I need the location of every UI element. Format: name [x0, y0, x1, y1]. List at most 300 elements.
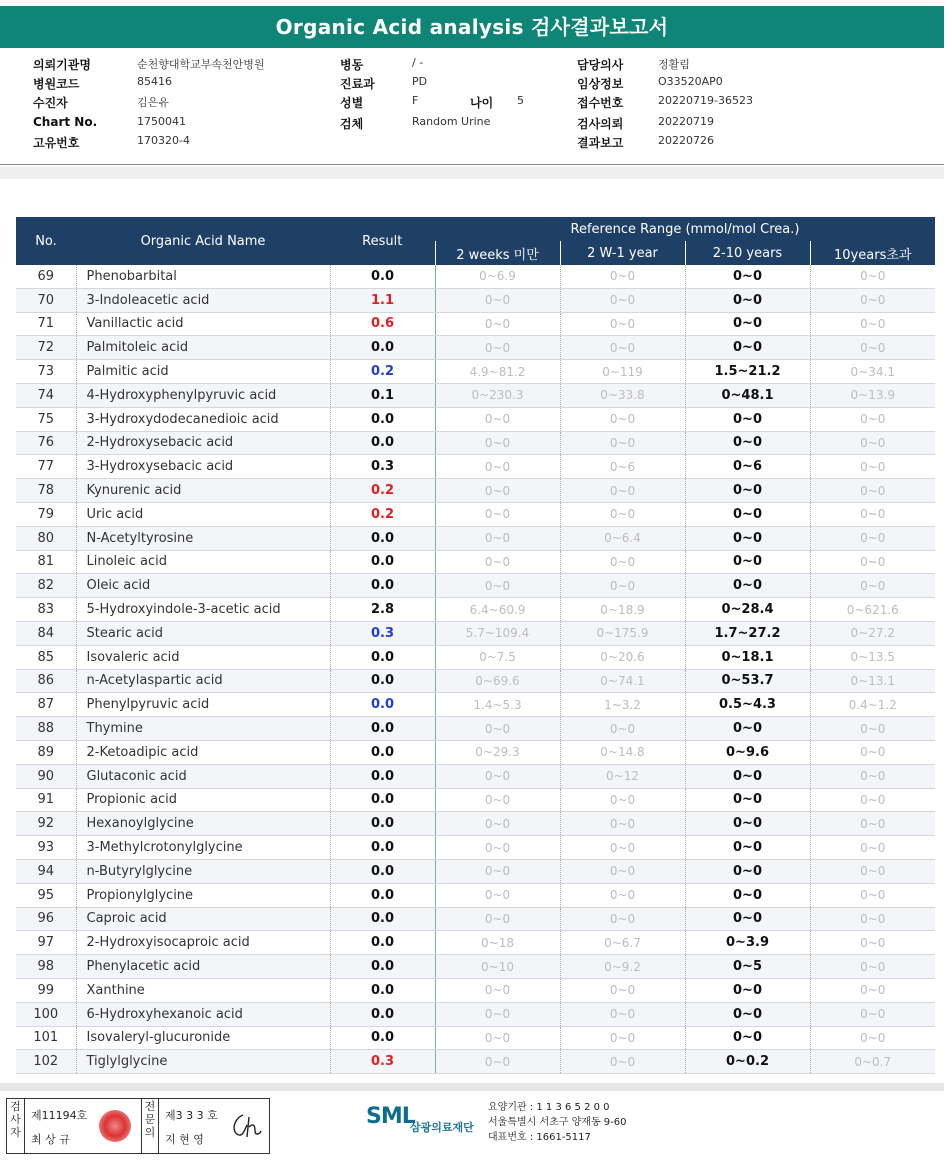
- acid-name: 2-Hydroxysebacic acid: [76, 431, 330, 455]
- table-row: [16, 907, 935, 931]
- age-label: 나이: [470, 96, 494, 110]
- acid-name: Phenobarbital: [76, 265, 330, 288]
- acid-name: Oleic acid: [76, 574, 330, 598]
- report-date-value: 20220726: [658, 134, 714, 147]
- row-number: 92: [16, 812, 76, 836]
- ref-range-10years: 0~0: [810, 717, 935, 741]
- ref-range-10years: 0~0: [810, 788, 935, 812]
- row-number: 91: [16, 788, 76, 812]
- patient-info-section: [0, 54, 944, 165]
- acid-name: Palmitic acid: [76, 360, 330, 384]
- ref-range-2weeks: 0~69.6: [435, 669, 560, 693]
- ref-range-2w-1year: 0~20.6: [560, 645, 685, 669]
- ref-range-2-10years: 0~0: [685, 574, 810, 598]
- row-number: 87: [16, 693, 76, 717]
- table-row: [16, 288, 935, 312]
- table-row: [16, 312, 935, 336]
- patient-label: 수진자: [33, 96, 68, 110]
- ref-range-2-10years: 0~3.9: [685, 931, 810, 955]
- ref-range-2-10years: 0~0: [685, 288, 810, 312]
- ref-range-2w-1year: 0~0: [560, 312, 685, 336]
- ref-range-2-10years: 0~0: [685, 1026, 810, 1050]
- ref-range-10years: 0~0.7: [810, 1050, 935, 1074]
- ref-range-2weeks: 0~18: [435, 931, 560, 955]
- acid-name: 6-Hydroxyhexanoic acid: [76, 1002, 330, 1026]
- table-row: [16, 598, 935, 622]
- result-value: 0.0: [330, 931, 435, 955]
- clinical-value: O33520AP0: [658, 75, 723, 88]
- ref-range-10years: 0.4~1.2: [810, 693, 935, 717]
- section-divider: [0, 167, 944, 179]
- ref-range-2-10years: 0~0: [685, 407, 810, 431]
- report-date-label: 결과보고: [577, 136, 624, 150]
- row-number: 95: [16, 883, 76, 907]
- ref-range-2-10years: 0~0: [685, 907, 810, 931]
- ref-range-2weeks: 0~0: [435, 883, 560, 907]
- ref-range-2w-1year: 0~0: [560, 717, 685, 741]
- row-number: 80: [16, 526, 76, 550]
- ref-range-2w-1year: 0~0: [560, 978, 685, 1002]
- dept-label: 진료과: [340, 77, 375, 91]
- age-value: 5: [517, 94, 524, 107]
- acid-name: 3-Hydroxydodecanedioic acid: [76, 407, 330, 431]
- acid-name: Vanillactic acid: [76, 312, 330, 336]
- acid-name: Propionic acid: [76, 788, 330, 812]
- ref-range-2w-1year: 0~119: [560, 360, 685, 384]
- acid-name: 2-Ketoadipic acid: [76, 740, 330, 764]
- row-number: 70: [16, 288, 76, 312]
- col-header-age1: 2 weeks 미만: [435, 241, 560, 265]
- table-row: [16, 859, 935, 883]
- result-value: 0.0: [330, 265, 435, 288]
- row-number: 78: [16, 479, 76, 503]
- ref-range-10years: 0~0: [810, 550, 935, 574]
- result-value: 0.3: [330, 455, 435, 479]
- ref-range-10years: 0~0: [810, 931, 935, 955]
- col-header-reference: Reference Range (mmol/mol Crea.): [435, 217, 935, 241]
- table-row: [16, 645, 935, 669]
- result-value: 0.6: [330, 312, 435, 336]
- ref-range-2w-1year: 0~0: [560, 479, 685, 503]
- table-row: [16, 740, 935, 764]
- ref-range-2weeks: 0~0: [435, 336, 560, 360]
- table-row: [16, 978, 935, 1002]
- acid-name: Kynurenic acid: [76, 479, 330, 503]
- ref-range-2w-1year: 0~18.9: [560, 598, 685, 622]
- ref-range-10years: 0~0: [810, 312, 935, 336]
- ref-range-2weeks: 0~0: [435, 907, 560, 931]
- row-number: 88: [16, 717, 76, 741]
- result-value: 0.0: [330, 955, 435, 979]
- acid-name: 4-Hydroxyphenylpyruvic acid: [76, 383, 330, 407]
- acid-name: Palmitoleic acid: [76, 336, 330, 360]
- table-row: [16, 336, 935, 360]
- ref-range-2-10years: 0~0: [685, 788, 810, 812]
- acid-name: 2-Hydroxyisocaproic acid: [76, 931, 330, 955]
- result-value: 0.0: [330, 717, 435, 741]
- ref-range-2-10years: 0~6: [685, 455, 810, 479]
- table-row: [16, 955, 935, 979]
- logo-name: 삼광의료재단: [410, 1121, 474, 1134]
- row-number: 86: [16, 669, 76, 693]
- ref-range-2-10years: 0~0: [685, 717, 810, 741]
- ref-range-2-10years: 0.5~4.3: [685, 693, 810, 717]
- row-number: 74: [16, 383, 76, 407]
- ref-range-2-10years: 0~48.1: [685, 383, 810, 407]
- ref-range-2-10years: 0~9.6: [685, 740, 810, 764]
- acid-name: Linoleic acid: [76, 550, 330, 574]
- ref-range-10years: 0~0: [810, 265, 935, 288]
- col-header-age4: 10years초과: [810, 241, 935, 265]
- ref-range-10years: 0~34.1: [810, 360, 935, 384]
- doctor-value: 정활림: [658, 58, 690, 71]
- ref-range-10years: 0~0: [810, 336, 935, 360]
- row-number: 98: [16, 955, 76, 979]
- ref-range-10years: 0~27.2: [810, 621, 935, 645]
- ref-range-2weeks: 0~10: [435, 955, 560, 979]
- seal-stamp-icon: [99, 1110, 131, 1142]
- ref-range-2weeks: 0~0: [435, 526, 560, 550]
- care-org-number: 요양기관 : 1 1 3 6 5 2 0 0: [488, 1102, 610, 1113]
- hospital-value: 순천향대학교부속천안병원: [137, 58, 265, 71]
- acid-name: Isovaleryl-glucuronide: [76, 1026, 330, 1050]
- ref-range-2weeks: 0~0: [435, 1002, 560, 1026]
- ref-range-2-10years: 0~53.7: [685, 669, 810, 693]
- ref-range-2weeks: 0~0: [435, 407, 560, 431]
- ref-range-2w-1year: 0~6.7: [560, 931, 685, 955]
- table-row: [16, 407, 935, 431]
- table-row: [16, 526, 935, 550]
- dept-value: PD: [412, 75, 428, 88]
- ref-range-2-10years: 0~0: [685, 764, 810, 788]
- result-value: 2.8: [330, 598, 435, 622]
- ref-range-2-10years: 1.7~27.2: [685, 621, 810, 645]
- result-value: 0.2: [330, 502, 435, 526]
- ref-range-10years: 0~0: [810, 859, 935, 883]
- ref-range-10years: 0~0: [810, 431, 935, 455]
- table-row: [16, 265, 935, 288]
- row-number: 83: [16, 598, 76, 622]
- ref-range-2-10years: 0~0: [685, 312, 810, 336]
- ref-range-2w-1year: 0~0: [560, 836, 685, 860]
- table-row: [16, 669, 935, 693]
- ref-range-10years: 0~0: [810, 574, 935, 598]
- ref-range-2w-1year: 0~14.8: [560, 740, 685, 764]
- result-value: 0.0: [330, 812, 435, 836]
- ref-range-2-10years: 0~0: [685, 526, 810, 550]
- ref-range-2w-1year: 0~0: [560, 1002, 685, 1026]
- row-number: 100: [16, 1002, 76, 1026]
- ref-range-2-10years: 0~0: [685, 550, 810, 574]
- result-value: 0.0: [330, 1026, 435, 1050]
- ref-range-2weeks: 0~0: [435, 502, 560, 526]
- ref-range-10years: 0~0: [810, 812, 935, 836]
- chart-label: Chart No.: [33, 115, 98, 129]
- row-number: 81: [16, 550, 76, 574]
- ref-range-2w-1year: 0~6: [560, 455, 685, 479]
- result-value: 0.0: [330, 1002, 435, 1026]
- result-value: 0.0: [330, 574, 435, 598]
- specimen-value: Random Urine: [412, 115, 491, 128]
- ref-range-2-10years: 1.5~21.2: [685, 360, 810, 384]
- table-row: [16, 931, 935, 955]
- ref-range-2weeks: 0~6.9: [435, 265, 560, 288]
- ref-range-2w-1year: 0~6.4: [560, 526, 685, 550]
- table-row: [16, 693, 935, 717]
- result-value: 0.0: [330, 859, 435, 883]
- clinical-label: 임상정보: [577, 77, 624, 91]
- sex-value: F: [412, 94, 419, 107]
- acid-name: Phenylpyruvic acid: [76, 693, 330, 717]
- table-row: [16, 836, 935, 860]
- row-number: 73: [16, 360, 76, 384]
- ref-range-2w-1year: 0~0: [560, 407, 685, 431]
- acid-name: Propionylglycine: [76, 883, 330, 907]
- ref-range-10years: 0~0: [810, 1026, 935, 1050]
- doctor-label: 담당의사: [577, 58, 624, 72]
- ref-range-2weeks: 0~230.3: [435, 383, 560, 407]
- ref-range-2weeks: 0~7.5: [435, 645, 560, 669]
- col-header-name: Organic Acid Name: [76, 217, 330, 265]
- ref-range-2weeks: 0~0: [435, 812, 560, 836]
- row-number: 79: [16, 502, 76, 526]
- ref-range-2weeks: 0~0: [435, 550, 560, 574]
- result-value: 0.0: [330, 740, 435, 764]
- acid-name: N-Acetyltyrosine: [76, 526, 330, 550]
- ref-range-10years: 0~0: [810, 288, 935, 312]
- col-header-result: Result: [330, 217, 435, 265]
- footer-divider: [0, 1083, 944, 1091]
- table-row: [16, 764, 935, 788]
- row-number: 71: [16, 312, 76, 336]
- ref-range-2weeks: 6.4~60.9: [435, 598, 560, 622]
- footer: [0, 1092, 944, 1160]
- col-header-no: No.: [16, 217, 76, 265]
- result-value: 0.0: [330, 550, 435, 574]
- ref-range-2w-1year: 0~0: [560, 502, 685, 526]
- table-row: [16, 479, 935, 503]
- table-row: [16, 788, 935, 812]
- ref-range-2w-1year: 0~0: [560, 288, 685, 312]
- ref-range-10years: 0~0: [810, 479, 935, 503]
- ref-range-10years: 0~13.1: [810, 669, 935, 693]
- ref-range-2-10years: 0~0: [685, 502, 810, 526]
- report-title: Organic Acid analysis 검사결과보고서: [0, 6, 944, 48]
- ref-range-10years: 0~0: [810, 1002, 935, 1026]
- specimen-label: 검체: [340, 117, 364, 131]
- ref-range-10years: 0~0: [810, 407, 935, 431]
- table-row: [16, 1026, 935, 1050]
- ref-range-2w-1year: 1~3.2: [560, 693, 685, 717]
- acid-name: Stearic acid: [76, 621, 330, 645]
- row-number: 77: [16, 455, 76, 479]
- acid-name: Phenylacetic acid: [76, 955, 330, 979]
- row-number: 72: [16, 336, 76, 360]
- ref-range-2weeks: 0~0: [435, 574, 560, 598]
- ref-range-10years: 0~0: [810, 502, 935, 526]
- ref-range-2-10years: 0~0: [685, 1002, 810, 1026]
- acid-name: Isovaleric acid: [76, 645, 330, 669]
- row-number: 84: [16, 621, 76, 645]
- ref-range-2w-1year: 0~0: [560, 883, 685, 907]
- ref-range-2w-1year: 0~0: [560, 336, 685, 360]
- ref-range-2w-1year: 0~0: [560, 812, 685, 836]
- ref-range-2w-1year: 0~0: [560, 1050, 685, 1074]
- acid-name: Tiglylglycine: [76, 1050, 330, 1074]
- table-row: [16, 502, 935, 526]
- company-address: [488, 1100, 627, 1145]
- logo-mark: SML: [366, 1104, 415, 1129]
- ref-range-2w-1year: 0~0: [560, 907, 685, 931]
- table-row: [16, 883, 935, 907]
- row-number: 97: [16, 931, 76, 955]
- results-table: [16, 217, 935, 1074]
- ref-range-2w-1year: 0~33.8: [560, 383, 685, 407]
- ref-range-2weeks: 4.9~81.2: [435, 360, 560, 384]
- chart-value: 1750041: [137, 115, 186, 128]
- row-number: 85: [16, 645, 76, 669]
- row-number: 96: [16, 907, 76, 931]
- ref-range-10years: 0~621.6: [810, 598, 935, 622]
- receipt-label: 접수번호: [577, 96, 624, 110]
- result-value: 0.2: [330, 479, 435, 503]
- result-value: 0.0: [330, 336, 435, 360]
- ref-range-10years: 0~0: [810, 978, 935, 1002]
- acid-name: 3-Hydroxysebacic acid: [76, 455, 330, 479]
- result-value: 0.0: [330, 407, 435, 431]
- result-value: 0.3: [330, 1050, 435, 1074]
- request-value: 20220719: [658, 115, 714, 128]
- ref-range-2w-1year: 0~0: [560, 788, 685, 812]
- address-line: 서울특별시 서초구 양재동 9-60: [488, 1117, 627, 1128]
- request-label: 검사의뢰: [577, 117, 624, 131]
- row-number: 99: [16, 978, 76, 1002]
- ref-range-2w-1year: 0~74.1: [560, 669, 685, 693]
- result-value: 0.0: [330, 669, 435, 693]
- table-row: [16, 550, 935, 574]
- ref-range-2-10years: 0~5: [685, 955, 810, 979]
- ref-range-2weeks: 0~0: [435, 978, 560, 1002]
- row-number: 75: [16, 407, 76, 431]
- ref-range-2w-1year: 0~0: [560, 431, 685, 455]
- ref-range-2weeks: 1.4~5.3: [435, 693, 560, 717]
- ref-range-2w-1year: 0~175.9: [560, 621, 685, 645]
- inspector-number: 제11194호: [31, 1109, 88, 1122]
- result-value: 0.0: [330, 693, 435, 717]
- row-number: 93: [16, 836, 76, 860]
- acid-name: n-Acetylaspartic acid: [76, 669, 330, 693]
- ref-range-2weeks: 0~0: [435, 479, 560, 503]
- result-value: 1.1: [330, 288, 435, 312]
- row-number: 76: [16, 431, 76, 455]
- ref-range-2-10years: 0~0: [685, 479, 810, 503]
- table-row: [16, 812, 935, 836]
- row-number: 101: [16, 1026, 76, 1050]
- ward-value: / -: [412, 56, 424, 69]
- ref-range-2-10years: 0~18.1: [685, 645, 810, 669]
- acid-name: Caproic acid: [76, 907, 330, 931]
- result-value: 0.2: [330, 360, 435, 384]
- result-value: 0.1: [330, 383, 435, 407]
- ref-range-10years: 0~0: [810, 740, 935, 764]
- ref-range-10years: 0~13.9: [810, 383, 935, 407]
- result-value: 0.0: [330, 788, 435, 812]
- ref-range-10years: 0~0: [810, 764, 935, 788]
- row-number: 89: [16, 740, 76, 764]
- ref-range-2-10years: 0~0: [685, 978, 810, 1002]
- acid-name: Uric acid: [76, 502, 330, 526]
- acid-name: 5-Hydroxyindole-3-acetic acid: [76, 598, 330, 622]
- ref-range-2w-1year: 0~0: [560, 1026, 685, 1050]
- ref-range-2w-1year: 0~12: [560, 764, 685, 788]
- ref-range-2weeks: 0~0: [435, 764, 560, 788]
- result-value: 0.0: [330, 836, 435, 860]
- result-value: 0.0: [330, 431, 435, 455]
- table-row: [16, 383, 935, 407]
- row-number: 82: [16, 574, 76, 598]
- ref-range-2-10years: 0~0: [685, 836, 810, 860]
- ref-range-2-10years: 0~0: [685, 265, 810, 288]
- ref-range-2-10years: 0~0: [685, 883, 810, 907]
- ref-range-2weeks: 0~0: [435, 455, 560, 479]
- table-row: [16, 621, 935, 645]
- ref-range-2w-1year: 0~9.2: [560, 955, 685, 979]
- unique-value: 170320-4: [137, 134, 190, 147]
- ref-range-2weeks: 0~0: [435, 1050, 560, 1074]
- acid-name: Thymine: [76, 717, 330, 741]
- ref-range-2weeks: 0~0: [435, 312, 560, 336]
- row-number: 90: [16, 764, 76, 788]
- sex-label: 성별: [340, 96, 364, 110]
- ref-range-2weeks: 5.7~109.4: [435, 621, 560, 645]
- inspector-name: 최 상 규: [31, 1133, 70, 1146]
- hospital-label: 의뢰기관명: [33, 58, 91, 72]
- results-body: [16, 265, 935, 1074]
- table-row: [16, 455, 935, 479]
- ref-range-2-10years: 0~0: [685, 336, 810, 360]
- patient-value: 김은유: [137, 96, 169, 109]
- table-row: [16, 1002, 935, 1026]
- inspector-vertical-label: 검사자: [7, 1099, 25, 1153]
- ref-range-10years: 0~0: [810, 836, 935, 860]
- result-value: 0.0: [330, 978, 435, 1002]
- result-value: 0.0: [330, 526, 435, 550]
- acid-name: Xanthine: [76, 978, 330, 1002]
- ref-range-2weeks: 0~0: [435, 859, 560, 883]
- result-value: 0.3: [330, 621, 435, 645]
- ref-range-10years: 0~0: [810, 883, 935, 907]
- ref-range-2-10years: 0~0: [685, 431, 810, 455]
- ref-range-2-10years: 0~28.4: [685, 598, 810, 622]
- specialist-number: 제3 3 3 호: [165, 1109, 218, 1122]
- row-number: 69: [16, 265, 76, 288]
- ref-range-10years: 0~0: [810, 455, 935, 479]
- ref-range-2weeks: 0~0: [435, 717, 560, 741]
- ref-range-2weeks: 0~0: [435, 1026, 560, 1050]
- table-row: [16, 431, 935, 455]
- phone-line: 대표번호 : 1661-5117: [488, 1132, 591, 1143]
- ref-range-2w-1year: 0~0: [560, 550, 685, 574]
- code-label: 병원코드: [33, 77, 80, 91]
- ref-range-2-10years: 0~0: [685, 859, 810, 883]
- ref-range-2w-1year: 0~0: [560, 265, 685, 288]
- result-value: 0.0: [330, 907, 435, 931]
- ref-range-10years: 0~0: [810, 955, 935, 979]
- ref-range-2w-1year: 0~0: [560, 574, 685, 598]
- col-header-age3: 2-10 years: [685, 241, 810, 265]
- table-row: [16, 574, 935, 598]
- acid-name: 3-Indoleacetic acid: [76, 288, 330, 312]
